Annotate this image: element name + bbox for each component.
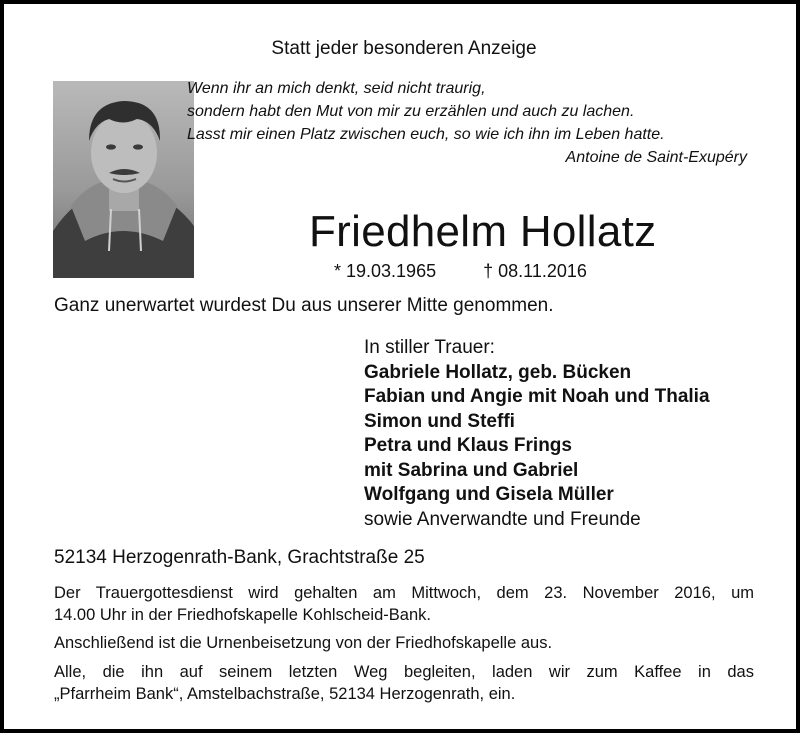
death-date: † 08.11.2016 <box>483 261 587 281</box>
mourner-family: Fabian und Angie mit Noah und Thalia <box>364 386 710 407</box>
invitation-line: Alle, die ihn auf seinem letzten Weg begleiten, laden wir zum Kaffee in das <box>54 663 754 681</box>
tagline: Ganz unerwartet wurdest Du aus unserer Mitte genommen. <box>54 295 554 316</box>
service-line: 14.00 Uhr in der Friedhofskapelle Kohlscheid-Bank. <box>54 606 431 624</box>
invitation-line: „Pfarrheim Bank“, Amstelbachstraße, 52134 Herzogenrath, ein. <box>54 685 516 703</box>
quote-line: Wenn ihr an mich denkt, seid nicht traurig, <box>187 80 486 97</box>
family-address: 52134 Herzogenrath-Bank, Grachtstraße 25 <box>54 547 425 568</box>
quote-line: sondern habt den Mut von mir zu erzählen und auch zu lachen. <box>187 103 635 120</box>
service-line: Der Trauergottesdienst wird gehalten am Mittwoch, dem 23. November 2016, um <box>54 584 754 602</box>
mourners-intro: In stiller Trauer: <box>364 337 495 358</box>
mourner-family: Simon und Steffi <box>364 410 515 432</box>
mourner-family: Gabriele Hollatz, geb. Bücken <box>364 361 632 383</box>
memorial-quote <box>187 77 747 169</box>
deceased-name: Friedhelm Hollatz <box>309 207 657 256</box>
mourner-family: mit Sabrina und Gabriel <box>364 459 579 481</box>
service-details <box>54 582 754 626</box>
mourners-list <box>364 336 710 532</box>
quote-line: Lasst mir einen Platz zwischen euch, so wie ich ihn im Leben hatte. <box>187 126 665 143</box>
invitation-details <box>54 661 754 705</box>
notice-heading: Statt jeder besonderen Anzeige <box>271 38 537 59</box>
life-dates <box>334 261 587 282</box>
mourner-family: Petra und Klaus Frings <box>364 435 572 456</box>
mourners-outro: sowie Anverwandte und Freunde <box>364 508 641 530</box>
portrait-photo <box>53 81 194 278</box>
burial-details: Anschließend ist die Urnenbeisetzung von der Friedhofskapelle aus. <box>54 634 553 652</box>
mourner-family: Wolfgang und Gisela Müller <box>364 484 614 505</box>
quote-author: Antoine de Saint-Exupéry <box>565 149 747 166</box>
birth-date: * 19.03.1965 <box>334 261 437 281</box>
